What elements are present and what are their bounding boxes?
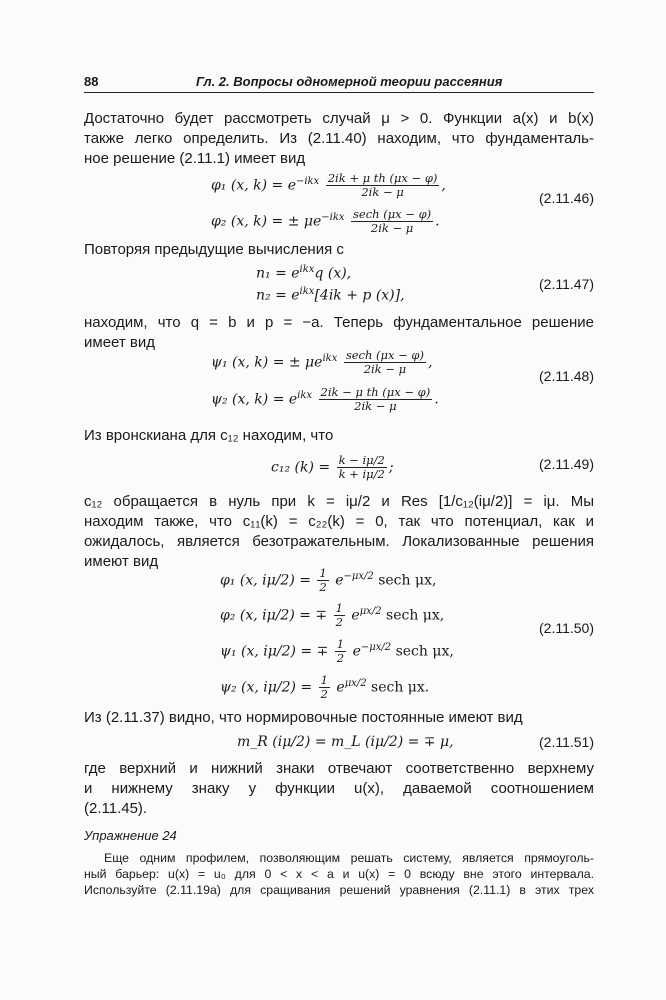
fraction: $\frac{k - i\mu/2}{k + i\mu/2}$ bbox=[338, 453, 385, 481]
equation-2-11-47-line2: $n_2 = e^{ikx}[4ik + p$ (x)], bbox=[256, 286, 405, 304]
fraction: $\frac{\text{2ik − μ th (μx − φ)}}{2ik - \mu}$ bbox=[320, 385, 431, 413]
paragraph-wronskian bbox=[84, 426, 594, 446]
equation-number: (2.11.47) bbox=[539, 276, 594, 292]
text-line: где верхний и нижний знаки отвечают соответственно верхнему bbox=[84, 760, 594, 777]
text-line: находим, что q = b и p = −a. Теперь фундаментальное решение bbox=[84, 314, 594, 331]
page-number: 88 bbox=[84, 74, 99, 89]
equation-2-11-50-line3: ψ₁ (x, iμ/2) = ∓ $\frac{1}{2}$ $e^{-\mu x/2}$ sech μx, bbox=[220, 637, 454, 665]
equation-number: (2.11.48) bbox=[539, 368, 594, 384]
text-line: также легко определить. Из (2.11.40) находим, что фундаменталь- bbox=[84, 130, 594, 147]
equation-2-11-50-line1: φ₁ (x, iμ/2) = $\frac{1}{2}$ $e^{-\mu x/2}$ sech μx, bbox=[220, 566, 437, 594]
equation-2-11-48-number bbox=[84, 362, 594, 386]
exercise-title: Упражнение 24 bbox=[84, 828, 177, 843]
equation-2-11-46-number bbox=[84, 184, 594, 208]
equation-2-11-51: m_R (iμ/2) = m_L (iμ/2) = ∓ μ, (2.11.51) bbox=[237, 734, 594, 750]
paragraph-repeat bbox=[84, 240, 594, 260]
text-line: находим также, что c₁₁(k) = c₂₂(k) = 0, так что потенциал, как и bbox=[84, 513, 594, 530]
fraction: $\frac{\sec h (\mu x - \varphi)}{2ik - \mu}$ bbox=[353, 207, 432, 235]
text-line: ный барьер: u(x) = u₀ для 0 < x < a и u(x) = 0 всюду вне этого интервала. bbox=[84, 867, 594, 881]
paragraph-signs bbox=[84, 759, 594, 819]
text-line: Достаточно будет рассмотреть случай μ > 0. Функции a(x) и b(x) bbox=[84, 110, 594, 127]
fraction: $\frac{1}{2}$ bbox=[320, 673, 328, 701]
text-line: имеют вид bbox=[84, 553, 159, 570]
equation-2-11-48-line2: ψ₂ (x, $k) = e^{ikx}$ $\frac{\text{2ik − μ th (μx − φ)}}{2ik - \mu}$ . bbox=[211, 385, 439, 413]
fraction: $\frac{\text{2ik + μ th (μx − φ)}}{2ik - \mu}$ bbox=[327, 171, 438, 199]
equation-number: (2.11.51) bbox=[539, 734, 594, 750]
equation-number: (2.11.46) bbox=[539, 190, 594, 206]
page-header bbox=[84, 70, 594, 92]
fraction: $\frac{1}{2}$ bbox=[319, 566, 327, 594]
text-line: Используйте (2.11.19а) для сращивания решений уравнения (2.11.1) в этих трех bbox=[84, 883, 594, 897]
text-line: c₁₂ обращается в нуль при k = iμ/2 и Res [1/c₁₂(iμ/2)] = iμ. Мы bbox=[84, 493, 594, 510]
fraction: $\frac{1}{2}$ bbox=[336, 637, 345, 665]
running-title: Гл. 2. Вопросы одномерной теории рассеяния bbox=[196, 74, 503, 89]
equation-2-11-46-line2: φ₂ (x, k) = ± $\mu e^{-ikx}$ $\frac{\sec h (\mu x - \varphi)}{2ik - \mu}$ . bbox=[211, 207, 440, 235]
equation-number: (2.11.49) bbox=[539, 456, 594, 472]
text-line: ное решение (2.11.1) имеет вид bbox=[84, 150, 306, 167]
equation-2-11-50-line4: ψ₂ (x, iμ/2) = $\frac{1}{2}$ $e^{\mu x/2}$ sech μx. bbox=[220, 673, 430, 701]
equation-2-11-49: c₁₂ (k) = $\frac{k - i\mu/2}{k + i\mu/2}$ ; (2.11.49) bbox=[271, 453, 594, 481]
text-line: (2.11.45). bbox=[84, 800, 148, 817]
text-line: Еще одним профилем, позволяющим решать систему, является прямоуголь- bbox=[104, 851, 594, 865]
paragraph-intro bbox=[84, 109, 594, 169]
text-line: Из (2.11.37) видно, что нормировочные постоянные имеют вид bbox=[84, 709, 523, 726]
equation-2-11-47-line1: $n_1 = e^{ikx}q$ (x), bbox=[256, 264, 352, 282]
paragraph-c12 bbox=[84, 492, 594, 572]
paragraph-normalization bbox=[84, 708, 594, 728]
fraction: $\frac{\sec h (\mu x - \varphi)}{2ik - \mu}$ bbox=[345, 348, 424, 376]
equation-2-11-50-line2: φ₂ (x, iμ/2) = ∓ $\frac{1}{2}$ $e^{\mu x/2}$ sech μx, bbox=[220, 601, 445, 629]
text-line: Повторяя предыдущие вычисления с bbox=[84, 241, 344, 258]
text-line: ожидалось, является безотражательным. Локализованные решения bbox=[84, 533, 594, 550]
text-line: Из вронскиана для c₁₂ находим, что bbox=[84, 427, 334, 444]
equation-2-11-46-line1: φ₁ (x, $k) = e^{-ikx}$ $\frac{\text{2ik + μ th (μx − φ)}}{2ik - \mu}$ , bbox=[211, 171, 446, 199]
exercise-text bbox=[84, 850, 594, 898]
header-rule bbox=[84, 92, 594, 93]
text-line: имеет вид bbox=[84, 334, 156, 351]
text-line: и нижнему знаку у функции u(x), даваемой соотношением bbox=[84, 780, 594, 797]
equation-number: (2.11.50) bbox=[539, 620, 594, 636]
fraction: $\frac{1}{2}$ bbox=[335, 601, 343, 629]
equation-2-11-48-line1: ψ₁ (x, k) = ± $\mu e^{ikx}$ $\frac{\sec h (\mu x - \varphi)}{2ik - \mu}$ , bbox=[211, 348, 433, 376]
